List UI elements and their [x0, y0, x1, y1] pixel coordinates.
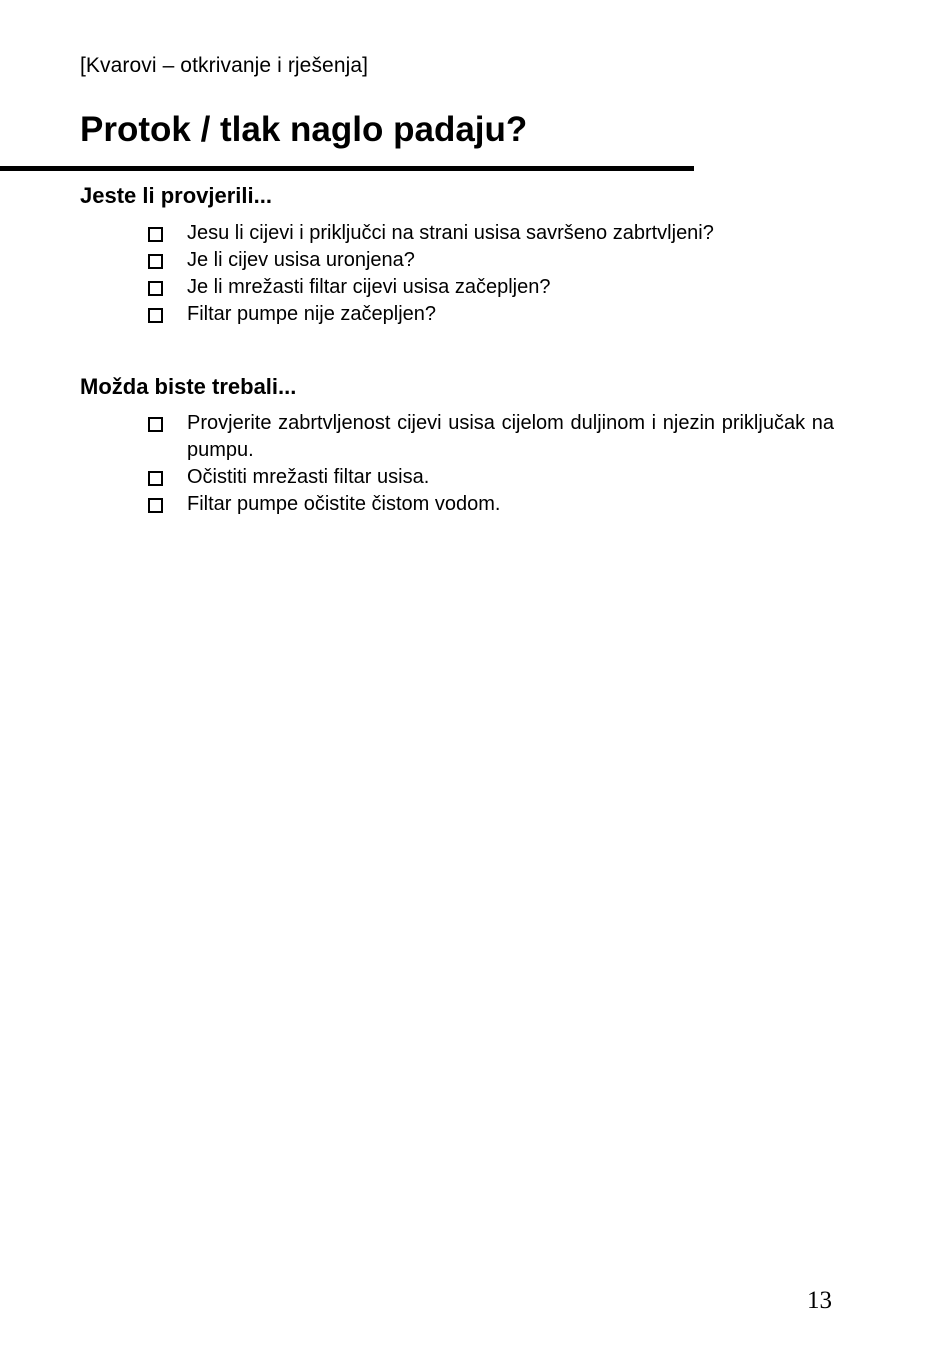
list-item-text: Filtar pumpe nije začepljen?	[187, 303, 437, 325]
list-item	[148, 464, 834, 491]
page-title: Protok / tlak naglo padaju?	[80, 110, 528, 149]
checks-heading: Jeste li provjerili...	[80, 183, 272, 208]
list-item	[148, 410, 834, 464]
list-item	[148, 491, 834, 518]
checkbox-icon	[148, 227, 163, 242]
checkbox-icon	[148, 281, 163, 296]
actions-list	[148, 410, 834, 518]
list-item-text: Jesu li cijevi i priključci na strani usisa savršeno zabrtvljeni?	[187, 222, 714, 244]
checks-list	[148, 220, 834, 328]
checkbox-icon	[148, 308, 163, 323]
list-item-text: Je li mrežasti filtar cijevi usisa začepljen?	[187, 276, 551, 298]
checkbox-icon	[148, 417, 163, 432]
checkbox-icon	[148, 471, 163, 486]
checkbox-icon	[148, 254, 163, 269]
section-header: [Kvarovi – otkrivanje i rješenja]	[80, 54, 369, 77]
list-item-text: Očistiti mrežasti filtar usisa.	[187, 466, 430, 488]
list-item	[148, 301, 834, 328]
list-item-text: Filtar pumpe očistite čistom vodom.	[187, 493, 501, 515]
list-item-text: Je li cijev usisa uronjena?	[187, 249, 415, 271]
actions-heading: Možda biste trebali...	[80, 374, 297, 399]
list-item-text: Provjerite zabrtvljenost cijevi usisa cijelom duljinom i njezin priključak na pumpu.	[187, 412, 834, 461]
page-number: 13	[807, 1287, 832, 1314]
title-underline	[0, 166, 694, 171]
list-item	[148, 247, 834, 274]
list-item	[148, 220, 834, 247]
checkbox-icon	[148, 498, 163, 513]
list-item	[148, 274, 834, 301]
